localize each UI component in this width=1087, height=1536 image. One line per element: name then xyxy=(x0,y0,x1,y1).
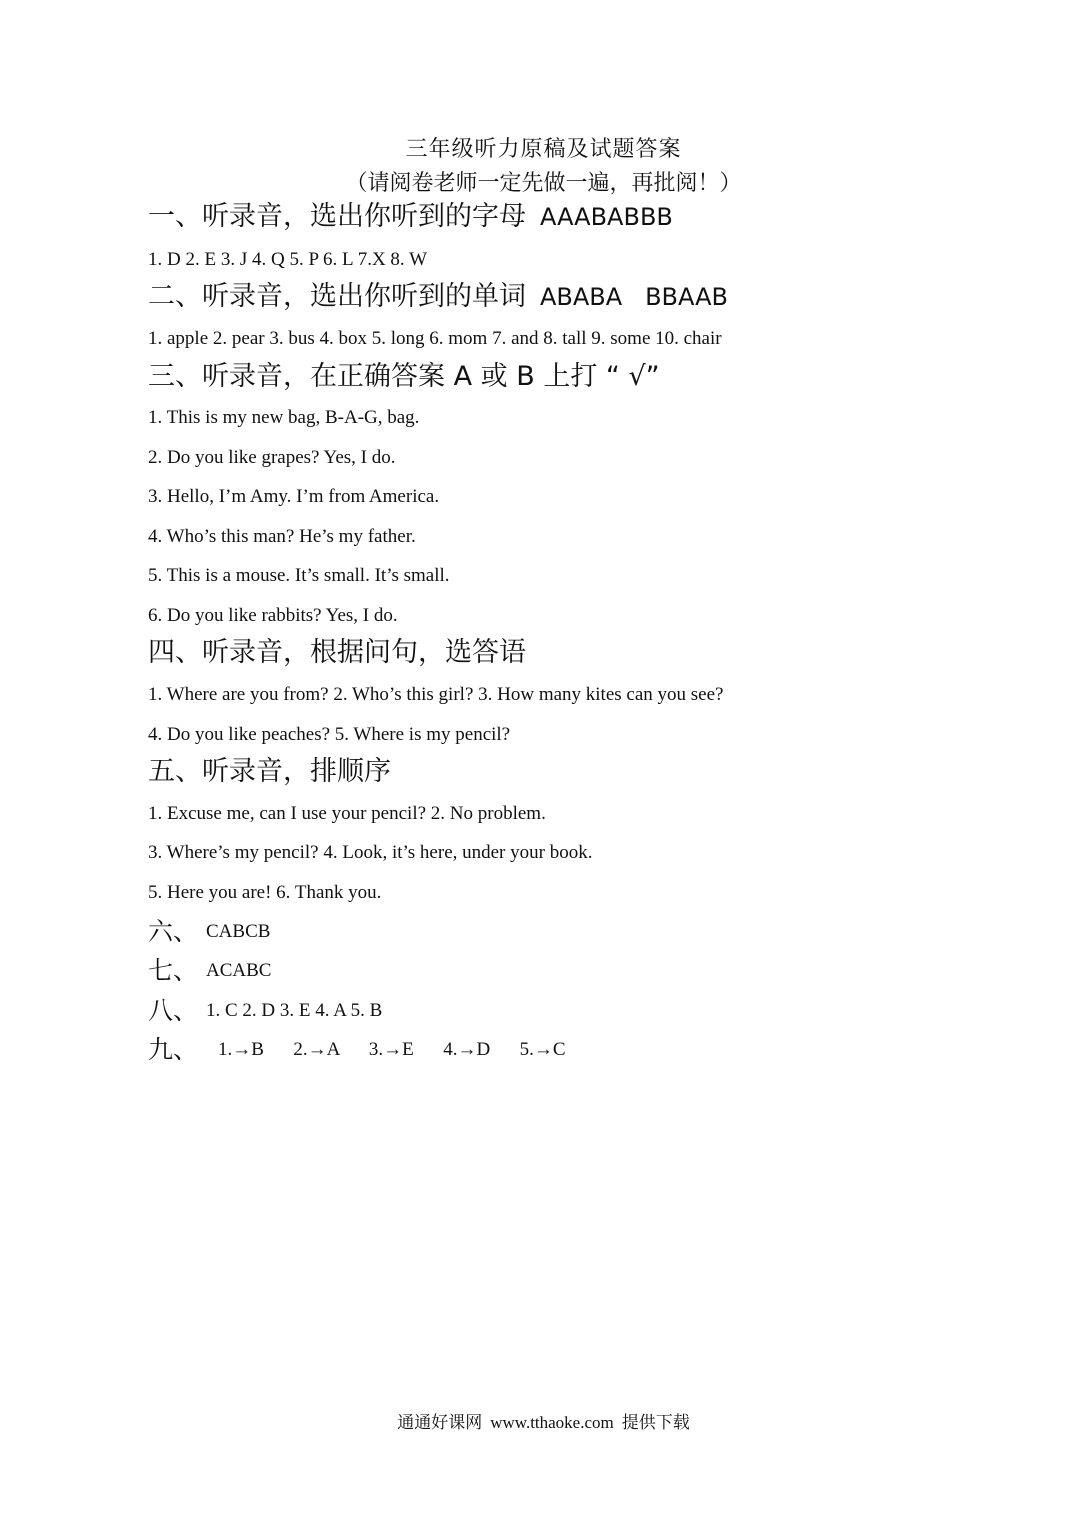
transcript-line: 1. apple 2. pear 3. bus 4. box 5. long 6. mom 7. and 8. tall 9. some 10. chair xyxy=(148,328,722,349)
section-heading-text: 五、听录音，排顺序 xyxy=(148,756,391,787)
section-heading-5 xyxy=(148,756,391,788)
section-heading-text: 三、听录音，在正确答案 A 或 B 上打 “ √” xyxy=(148,361,660,392)
short-answer-label-8: 八、 xyxy=(148,996,199,1025)
transcript-line: 3. Where’s my pencil? 4. Look, it’s here, under your book. xyxy=(148,842,593,863)
section-heading-1 xyxy=(148,201,673,233)
short-answer-value-9: 1.→B 2.→A 3.→E 4.→D 5.→C xyxy=(218,1039,566,1060)
short-answer-value-6: CABCB xyxy=(206,921,271,942)
section-heading-3 xyxy=(148,361,660,393)
transcript-line: 3. Hello, I’m Amy. I’m from America. xyxy=(148,486,440,507)
transcript-line: 1. D 2. E 3. J 4. Q 5. P 6. L 7.X 8. W xyxy=(148,249,428,270)
short-answer-value-8: 1. C 2. D 3. E 4. A 5. B xyxy=(206,1000,383,1021)
short-answer-label-7: 七、 xyxy=(148,956,199,985)
section-heading-text: 二、听录音，选出你听到的单词 xyxy=(148,281,526,312)
transcript-line: 1. This is my new bag, B-A-G, bag. xyxy=(148,407,420,428)
section-heading-text: 四、听录音，根据问句，选答语 xyxy=(148,637,526,668)
section-answer-key: AAABABBB xyxy=(540,203,673,231)
section-heading-text: 一、听录音，选出你听到的字母 xyxy=(148,201,526,232)
footer-site-name: 通通好课网 xyxy=(397,1413,483,1433)
section-answer-key: ABABA BBAAB xyxy=(540,283,728,311)
transcript-line: 1. Excuse me, can I use your pencil? 2. No problem. xyxy=(148,803,546,824)
short-answer-label-9: 九、 xyxy=(148,1035,199,1064)
transcript-line: 5. Here you are! 6. Thank you. xyxy=(148,882,382,903)
section-heading-4 xyxy=(148,637,526,669)
transcript-line: 5. This is a mouse. It’s small. It’s small. xyxy=(148,565,450,586)
transcript-line: 4. Do you like peaches? 5. Where is my pencil? xyxy=(148,724,511,745)
transcript-line: 1. Where are you from? 2. Who’s this girl? 3. How many kites can you see? xyxy=(148,684,724,705)
transcript-line: 4. Who’s this man? He’s my father. xyxy=(148,526,416,547)
page-subtitle: （请阅卷老师一定先做一遍，再批阅！） xyxy=(345,171,742,196)
short-answer-label-6: 六、 xyxy=(148,917,199,946)
section-heading-2 xyxy=(148,281,728,313)
short-answer-value-7: ACABC xyxy=(206,960,272,981)
page-footer xyxy=(0,1408,1087,1433)
transcript-line: 6. Do you like rabbits? Yes, I do. xyxy=(148,605,398,626)
footer-suffix: 提供下载 xyxy=(621,1413,690,1433)
page-title: 三年级听力原稿及试题答案 xyxy=(405,137,682,162)
transcript-line: 2. Do you like grapes? Yes, I do. xyxy=(148,447,396,468)
footer-url[interactable]: www.tthaoke.com xyxy=(490,1413,614,1432)
